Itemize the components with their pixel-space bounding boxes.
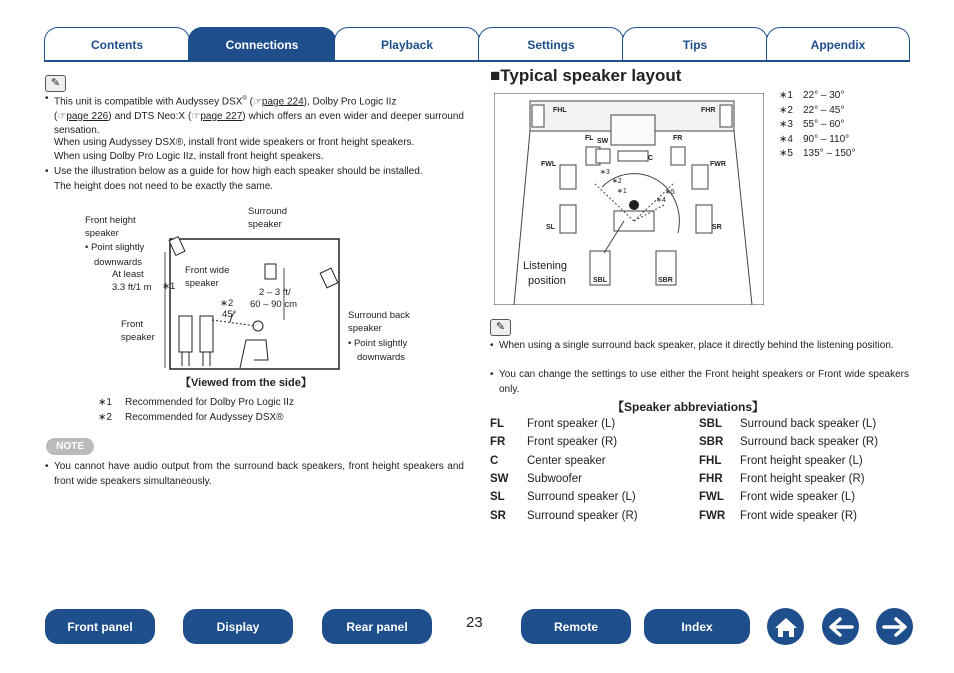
front-wide-speaker xyxy=(200,316,213,352)
layout-label-fhl: FHL xyxy=(553,107,567,114)
layout-label-sl: SL xyxy=(546,224,555,231)
page-number: 23 xyxy=(466,614,483,631)
note-line-dsx: When using Audyssey DSX®, install front wide speakers or front height speakers. xyxy=(54,137,415,148)
listener-chair xyxy=(240,340,268,368)
abbr-key: FWR xyxy=(699,510,726,522)
abbr-key: C xyxy=(490,455,499,467)
layout-mark-4: ∗4 xyxy=(656,197,666,204)
abbr-value: Front speaker (L) xyxy=(527,418,616,430)
note-line-dolby: When using Dolby Pro Logic IIz, install front height speakers. xyxy=(54,151,324,162)
abbr-key: FR xyxy=(490,436,506,448)
abbr-value: Surround back speaker (R) xyxy=(740,436,879,448)
tab-tips[interactable]: Tips xyxy=(622,27,768,61)
label-45-degrees: 45° xyxy=(222,309,237,320)
footnote-1-text: Recommended for Dolby Pro Logic IIz xyxy=(125,397,294,408)
speaker-layout-diagram xyxy=(494,93,764,305)
note-bullet-no-output: • You cannot have audio output from the surround back speakers, front height speakers and front wide speakers simultaneously. xyxy=(54,460,464,489)
label-distance: 2 – 3 ft/ xyxy=(259,287,291,298)
abbr-key: SW xyxy=(490,473,509,485)
abbr-value: Center speaker xyxy=(527,455,606,467)
abbr-key: SL xyxy=(490,491,505,503)
label-sb-downwards: downwards xyxy=(357,352,406,363)
page-ref-icon: ☞ xyxy=(57,110,67,122)
layout-label-fwl: FWL xyxy=(541,161,557,168)
remote-button[interactable]: Remote xyxy=(521,609,631,644)
layout-mark-3: ∗3 xyxy=(600,169,610,176)
label-sb-point-slightly: • Point slightly xyxy=(348,338,408,349)
tab-playback[interactable]: Playback xyxy=(334,27,480,61)
link-page-224[interactable]: page 224 xyxy=(261,96,304,108)
page-ref-icon: ☞ xyxy=(252,96,262,108)
label-surround-speaker: Surround speaker xyxy=(248,206,288,230)
abbr-value: Surround back speaker (L) xyxy=(740,418,877,430)
abbr-key: SBL xyxy=(699,418,722,430)
footnote-2-mark: ∗2 xyxy=(98,412,112,423)
note-bullet-compatibility: • This unit is compatible with Audyssey DSX® (☞page 224), Dolby Pro Logic IIz (☞page 226) and DTS Neo:X (☞page 227) which offers an even wider and deeper surround sensation. xyxy=(54,92,464,139)
home-icon xyxy=(773,615,799,639)
footnote-1-mark: ∗1 xyxy=(98,397,112,408)
sl-speaker xyxy=(560,205,576,233)
top-tab-bar xyxy=(44,27,910,61)
abbr-title: 【Speaker abbreviations】 xyxy=(612,400,765,414)
abbr-value: Front height speaker (R) xyxy=(740,473,865,485)
square-bullet-icon: ■ xyxy=(490,66,501,85)
link-page-227[interactable]: page 227 xyxy=(200,110,243,122)
subwoofer xyxy=(596,149,610,163)
front-speaker xyxy=(179,316,192,352)
fr-speaker xyxy=(671,147,685,165)
back-button[interactable] xyxy=(822,608,859,645)
index-button[interactable]: Index xyxy=(644,609,750,644)
abbr-key: SR xyxy=(490,510,506,522)
forward-button[interactable] xyxy=(876,608,913,645)
abbr-value: Subwoofer xyxy=(527,473,582,485)
label-front-wide-speaker: Front wide speaker xyxy=(185,265,230,289)
surround-speaker xyxy=(265,264,276,279)
fwl-speaker xyxy=(560,165,576,189)
forward-arrow-icon xyxy=(881,615,909,639)
listener-head xyxy=(253,321,263,331)
layout-mark-2: ∗2 xyxy=(612,178,622,185)
abbr-key: FHR xyxy=(699,473,723,485)
angle-1-mark: ∗1 xyxy=(779,90,793,101)
abbr-value: Front height speaker (L) xyxy=(740,455,863,467)
abbr-value: Front wide speaker (R) xyxy=(740,510,857,522)
layout-label-fl: FL xyxy=(585,135,594,142)
footnote-2-text: Recommended for Audyssey DSX® xyxy=(125,412,284,423)
angle-3-mark: ∗3 xyxy=(779,119,793,130)
layout-label-sbl: SBL xyxy=(593,277,607,284)
fhl-speaker xyxy=(532,105,544,127)
center-speaker xyxy=(618,151,648,161)
abbr-value: Surround speaker (R) xyxy=(527,510,638,522)
layout-mark-5: ∗5 xyxy=(665,189,675,196)
tab-contents[interactable]: Contents xyxy=(44,27,190,61)
angle-1: 22° – 30° xyxy=(803,90,845,101)
front-panel-button[interactable]: Front panel xyxy=(45,609,155,644)
label-height-value: 3.3 ft/1 m xyxy=(112,282,152,293)
label-star2: ∗2 xyxy=(220,298,234,309)
layout-label-fwr: FWR xyxy=(710,161,726,168)
layout-label-fhr: FHR xyxy=(701,107,716,114)
abbr-key: FL xyxy=(490,418,505,430)
angle-5-mark: ∗5 xyxy=(779,148,793,159)
section-heading: ■Typical speaker layout xyxy=(490,66,682,85)
abbr-value: Front wide speaker (L) xyxy=(740,491,856,503)
tab-appendix[interactable]: Appendix xyxy=(766,27,910,61)
home-button[interactable] xyxy=(767,608,804,645)
angle-4-mark: ∗4 xyxy=(779,134,793,145)
layout-label-sbr: SBR xyxy=(658,277,673,284)
page-ref-icon: ☞ xyxy=(191,110,201,122)
angle-3: 55° – 60° xyxy=(803,119,845,130)
tab-settings[interactable]: Settings xyxy=(478,27,624,61)
layout-label-c: C xyxy=(648,155,654,162)
note-bullet-settings: • You can change the settings to use either the Front height speakers or Front wide speakers only. xyxy=(499,368,909,397)
back-arrow-icon xyxy=(827,615,855,639)
link-page-226[interactable]: page 226 xyxy=(66,110,109,122)
angle-4: 90° – 110° xyxy=(803,134,850,145)
abbr-key: FWL xyxy=(699,491,724,503)
label-star1: ∗1 xyxy=(162,281,176,292)
pencil-icon: ✎ xyxy=(45,75,66,92)
label-downwards: downwards xyxy=(94,257,143,268)
display-button[interactable]: Display xyxy=(183,609,293,644)
note-badge: NOTE xyxy=(46,438,94,455)
label-at-least: At least xyxy=(112,269,144,280)
layout-label-sw: SW xyxy=(597,138,609,145)
diagram-caption: 【Viewed from the side】 xyxy=(180,377,312,389)
layout-label-listening: Listening xyxy=(523,260,568,272)
label-front-height-speaker: Front height speaker xyxy=(85,215,136,239)
label-point-slightly: • Point slightly xyxy=(85,242,145,253)
rear-panel-button[interactable]: Rear panel xyxy=(322,609,432,644)
tv-screen xyxy=(611,115,655,145)
abbr-value: Front speaker (R) xyxy=(527,436,618,448)
pencil-icon: ✎ xyxy=(490,319,511,336)
fwr-speaker xyxy=(692,165,708,189)
abbr-key: FHL xyxy=(699,455,722,467)
label-front-speaker: Front speaker xyxy=(121,319,155,343)
layout-label-position: position xyxy=(528,275,566,287)
tab-underline xyxy=(44,60,910,62)
layout-label-sr: SR xyxy=(712,224,722,231)
fhr-speaker xyxy=(720,105,732,127)
note-bullet-single-sb: • When using a single surround back speaker, place it directly behind the listening position. xyxy=(499,339,909,354)
angle-5: 135° – 150° xyxy=(803,148,856,159)
label-distance-cm: 60 – 90 cm xyxy=(250,299,297,310)
angle-2-mark: ∗2 xyxy=(779,105,793,116)
note-bullet-height-guide: • Use the illustration below as a guide for how high each speaker should be installed. The height does not need to be exactly the same. xyxy=(54,165,464,194)
abbr-key: SBR xyxy=(699,436,724,448)
layout-label-fr: FR xyxy=(673,135,683,142)
label-surround-back-speaker: Surround back speaker xyxy=(348,310,410,334)
listener xyxy=(629,200,639,210)
angle-2: 22° – 45° xyxy=(803,105,845,116)
tab-connections[interactable]: Connections xyxy=(188,27,336,61)
layout-mark-1: ∗1 xyxy=(617,188,627,195)
surround-back-speaker xyxy=(320,268,338,288)
sr-speaker xyxy=(696,205,712,233)
abbr-value: Surround speaker (L) xyxy=(527,491,636,503)
